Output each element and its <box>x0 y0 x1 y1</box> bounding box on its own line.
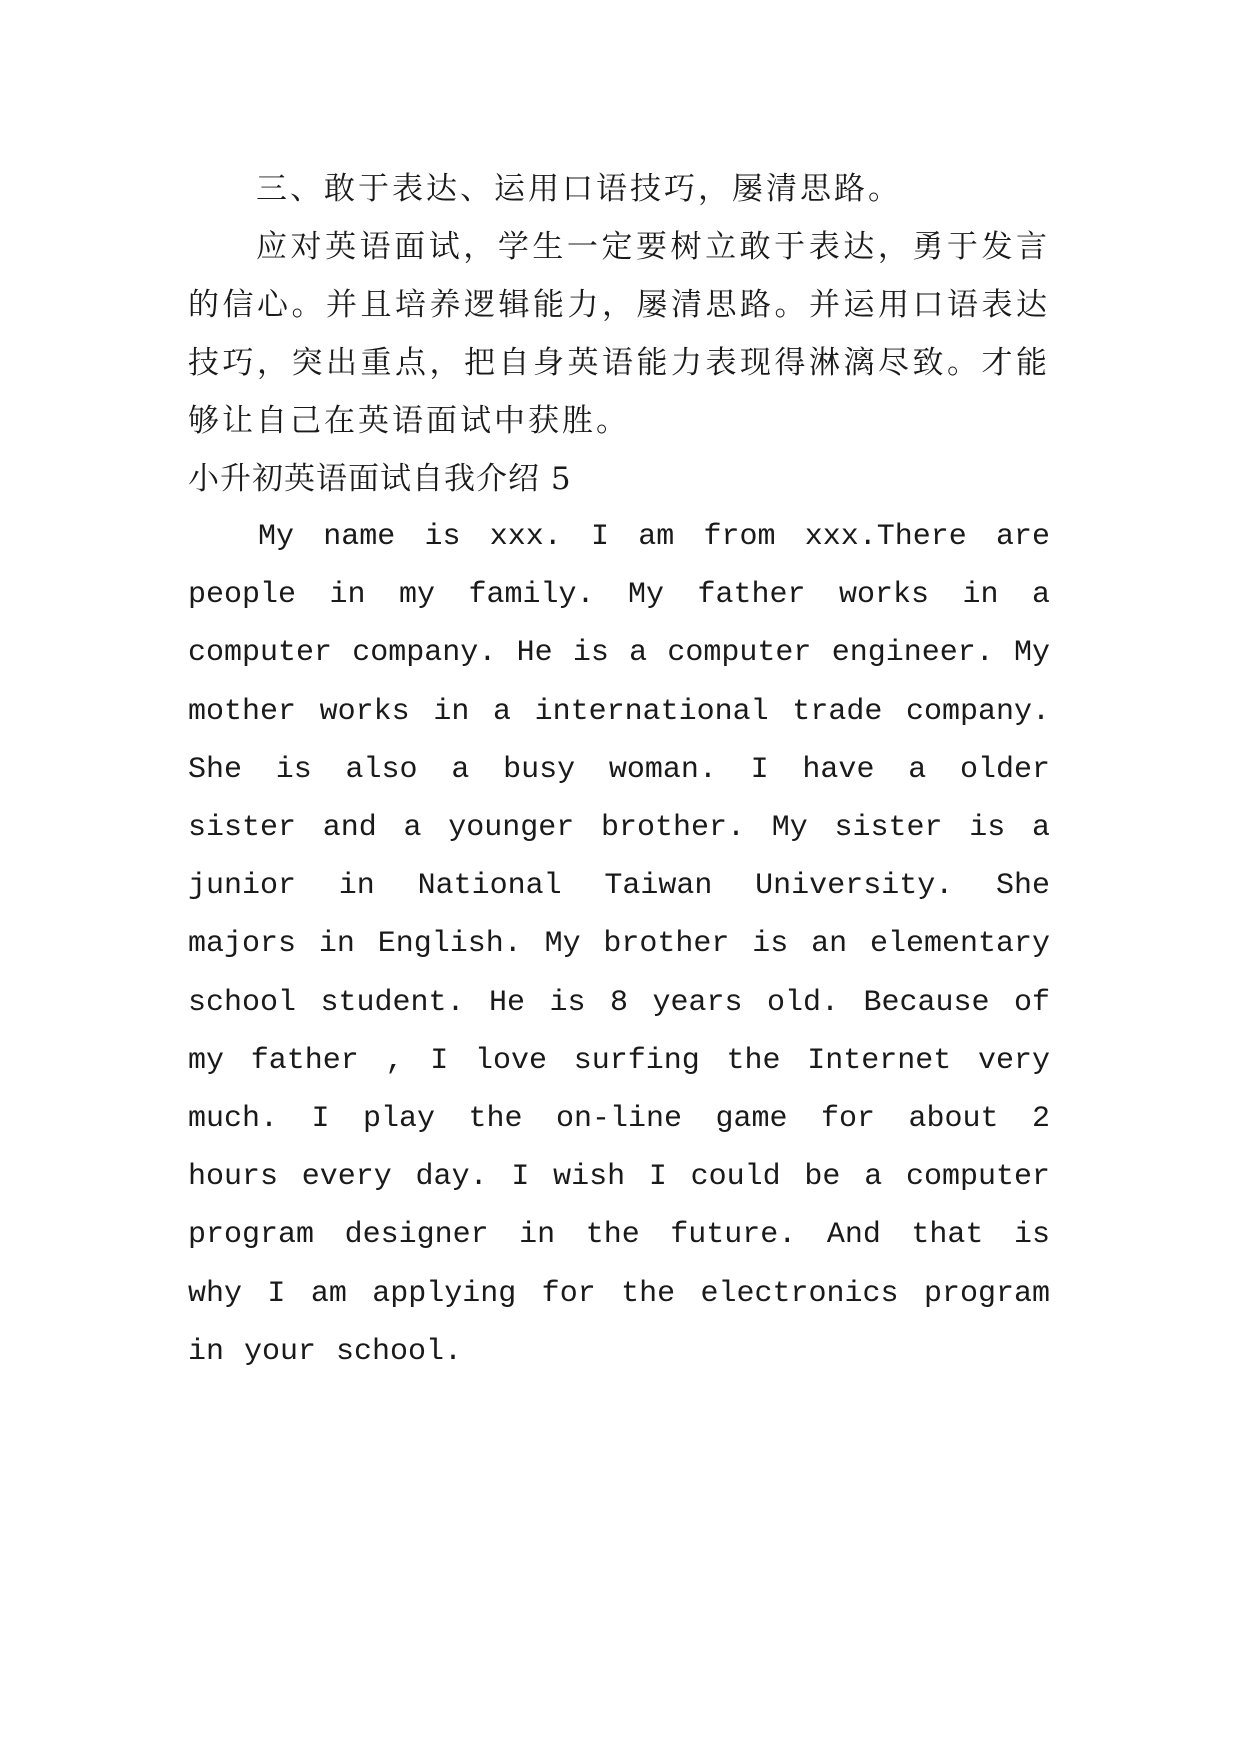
section-title: 小升初英语面试自我介绍 5 <box>188 461 572 497</box>
chinese-paragraph: 应对英语面试，学生一定要树立敢于表达，勇于发言的信心。并且培养逻辑能力，屡清思路。并运用口语表达技巧，突出重点，把自身英语能力表现得淋漓尽致。才能够让自己在英语面试中获胜。 <box>188 229 1050 439</box>
page-content <box>188 160 1050 1381</box>
point-heading: 三、敢于表达、运用口语技巧，屡清思路。 <box>256 171 902 207</box>
english-paragraph: My name is xxx. I am from xxx.There are people in my family. My father works in a computer company. He is a computer engineer. My mother works in a international trade company. She is also a busy woman. I have a older sister and a younger brother. My sister is a junior in National Taiwan University. She majors in English. My brother is an elementary school student. He is 8 years old. Because of my father , I love surfing the Internet very much. I play the on-line game for about 2 hours every day. I wish I could be a computer program designer in the future. And that is why I am applying for the electronics program in your school. <box>188 520 1050 1369</box>
